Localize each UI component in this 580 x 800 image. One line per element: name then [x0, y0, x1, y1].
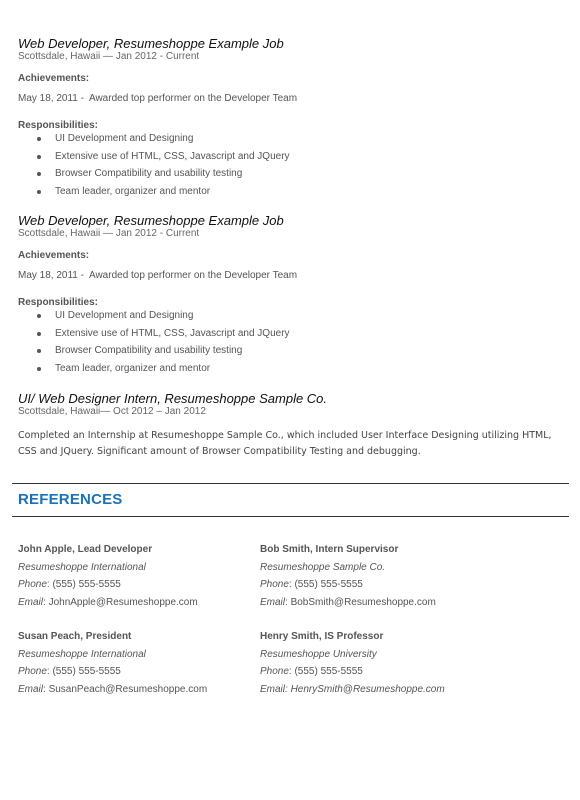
reference-company: Resumeshoppe International	[18, 561, 146, 573]
responsibility-item	[18, 310, 568, 328]
responsibilities-list	[18, 133, 568, 203]
reference-company: Resumeshoppe International	[18, 648, 146, 660]
responsibility-item	[18, 133, 568, 151]
email-label: Email	[18, 683, 44, 695]
email-value[interactable]: : SusanPeach@Resumeshoppe.com	[43, 683, 208, 695]
job-location-dates: Scottsdale, Hawaii— Oct 2012 – Jan 2012	[18, 406, 206, 417]
bullet-icon	[37, 314, 41, 318]
bullet-icon	[37, 367, 41, 371]
responsibility-item	[18, 186, 568, 204]
email-label: Email	[18, 596, 44, 608]
achievement-item: May 18, 2011 - Awarded top performer on the Developer Team	[18, 270, 298, 281]
reference-name: John Apple, Lead Developer	[18, 544, 153, 555]
phone-value: : (555) 555-5555	[288, 579, 363, 590]
email-label: Email	[260, 596, 286, 608]
reference-phone	[18, 666, 268, 678]
bullet-icon	[37, 332, 41, 336]
responsibility-text: Browser Compatibility and usability testing	[55, 345, 243, 356]
email-value[interactable]: : JohnApple@Resumeshoppe.com	[43, 596, 198, 608]
bullet-icon	[37, 190, 41, 194]
section-divider-top	[12, 483, 569, 484]
reference-email	[260, 684, 510, 696]
reference-name: Bob Smith, Intern Supervisor	[260, 544, 399, 555]
responsibilities-heading: Responsibilities:	[18, 297, 99, 308]
responsibilities-list	[18, 310, 568, 380]
responsibility-item	[18, 328, 568, 346]
job-title: Web Developer, Resumeshoppe Example Job	[18, 213, 284, 228]
phone-value: : (555) 555-5555	[46, 579, 121, 590]
responsibility-text: UI Development and Designing	[55, 133, 194, 144]
internship-description: Completed an Internship at Resumeshoppe Sample Co., which included User Interface Designing utilizing HTML, CSS and JQuery. Significant amount of Browser Compatibility Testing and debugging.	[18, 430, 552, 457]
reference-email	[260, 597, 510, 609]
responsibility-item	[18, 363, 568, 381]
phone-label: Phone	[18, 579, 47, 590]
bullet-icon	[37, 172, 41, 176]
reference-card	[18, 544, 268, 614]
bullet-icon	[37, 349, 41, 353]
phone-value: : (555) 555-5555	[288, 666, 363, 677]
bullet-icon	[37, 137, 41, 141]
job-location-dates: Scottsdale, Hawaii — Jan 2012 - Current	[18, 228, 200, 239]
reference-company: Resumeshoppe Sample Co.	[260, 561, 386, 573]
responsibilities-heading: Responsibilities:	[18, 120, 99, 131]
phone-label: Phone	[260, 666, 289, 677]
responsibility-item	[18, 168, 568, 186]
responsibility-item	[18, 151, 568, 169]
job-entry-2	[18, 213, 568, 380]
responsibility-text: Team leader, organizer and mentor	[55, 362, 211, 374]
bullet-icon	[37, 155, 41, 159]
reference-card	[260, 631, 510, 701]
responsibility-text: Extensive use of HTML, CSS, Javascript and JQuery	[55, 327, 290, 339]
phone-label: Phone	[260, 579, 289, 590]
job-title: Web Developer, Resumeshoppe Example Job	[18, 36, 284, 51]
email-value[interactable]: : BobSmith@Resumeshoppe.com	[285, 596, 436, 608]
responsibility-text: Extensive use of HTML, CSS, Javascript and JQuery	[55, 150, 290, 162]
reference-company: Resumeshoppe University	[260, 648, 377, 660]
section-divider-bottom	[12, 516, 569, 517]
reference-email	[18, 597, 268, 609]
reference-card	[260, 544, 510, 614]
reference-name: Henry Smith, IS Professor	[260, 631, 384, 642]
reference-phone	[260, 579, 510, 591]
references-heading: REFERENCES	[18, 491, 123, 508]
responsibility-text: Browser Compatibility and usability testing	[55, 168, 243, 179]
email-label: Email	[260, 683, 286, 695]
email-value[interactable]: : HenrySmith@Resumeshoppe.com	[285, 683, 445, 695]
achievements-heading: Achievements:	[18, 73, 90, 84]
internship-entry	[18, 391, 568, 459]
reference-email	[18, 684, 268, 696]
achievement-item: May 18, 2011 - Awarded top performer on the Developer Team	[18, 93, 298, 104]
reference-card	[18, 631, 268, 701]
job-title: UI/ Web Designer Intern, Resumeshoppe Sample Co.	[18, 391, 328, 406]
job-location-dates: Scottsdale, Hawaii — Jan 2012 - Current	[18, 51, 200, 62]
phone-value: : (555) 555-5555	[46, 666, 121, 677]
reference-phone	[18, 579, 268, 591]
responsibility-text: Team leader, organizer and mentor	[55, 185, 211, 197]
job-entry-1	[18, 36, 568, 203]
responsibility-item	[18, 345, 568, 363]
responsibility-text: UI Development and Designing	[55, 310, 194, 321]
phone-label: Phone	[18, 666, 47, 677]
reference-name: Susan Peach, President	[18, 631, 132, 642]
achievements-heading: Achievements:	[18, 250, 90, 261]
reference-phone	[260, 666, 510, 678]
